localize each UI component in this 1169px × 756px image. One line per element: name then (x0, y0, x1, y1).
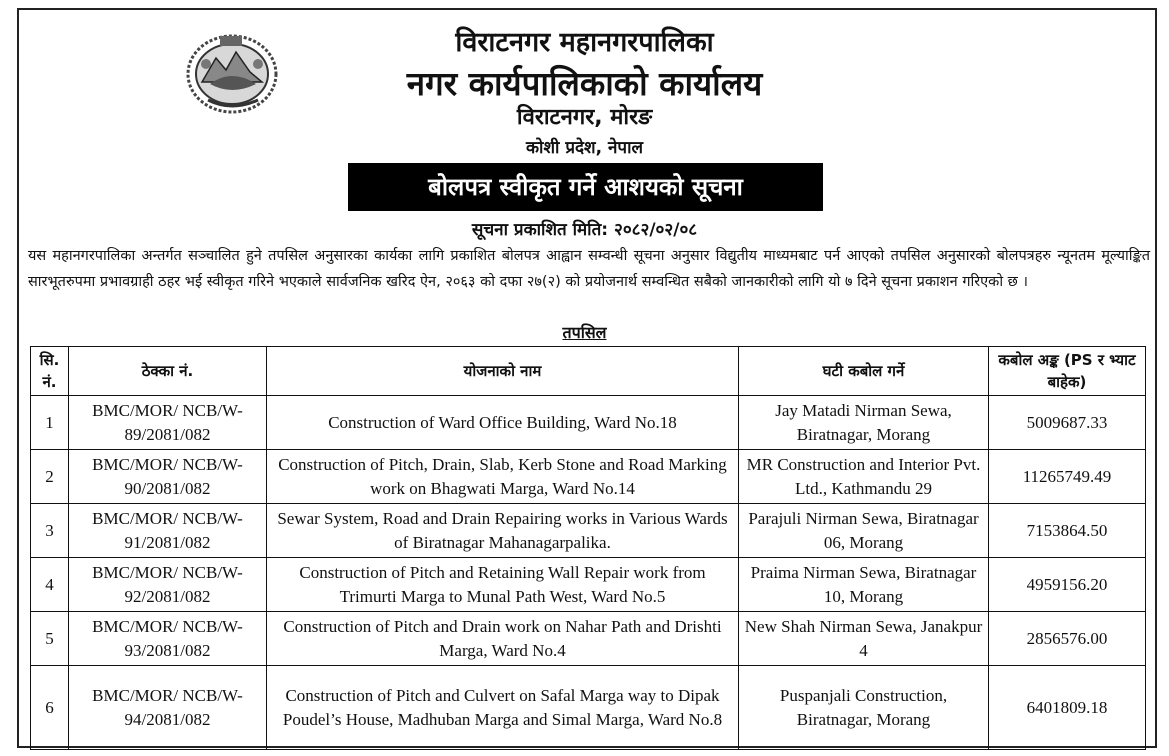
cell-project: Construction of Ward Office Building, Ward No.18 (267, 396, 739, 450)
schedule-heading: तपसिल (562, 323, 607, 342)
cell-sn: 2 (31, 450, 69, 504)
publication-date: सूचना प्रकाशित मिति: २०८२/०२/०८ (471, 220, 698, 240)
cell-project: Construction of Pitch and Drain work on Nahar Path and Drishti Marga, Ward No.4 (267, 612, 739, 666)
col-header-bidder: घटी कबोल गर्ने (739, 347, 989, 396)
cell-bidder: Puspanjali Construction, Biratnagar, Morang (739, 666, 989, 750)
cell-amount: 7153864.50 (989, 504, 1146, 558)
table-header-row (31, 347, 1146, 396)
cell-amount: 4959156.20 (989, 558, 1146, 612)
cell-contract: BMC/MOR/ NCB/W-91/2081/082 (69, 504, 267, 558)
cell-bidder: Praima Nirman Sewa, Biratnagar 10, Morang (739, 558, 989, 612)
cell-contract: BMC/MOR/ NCB/W-93/2081/082 (69, 612, 267, 666)
cell-sn: 6 (31, 666, 69, 750)
cell-bidder: New Shah Nirman Sewa, Janakpur 4 (739, 612, 989, 666)
office-address: विराटनगर, मोरङ (516, 105, 653, 130)
table-row (31, 450, 1146, 504)
cell-sn: 5 (31, 612, 69, 666)
cell-sn: 1 (31, 396, 69, 450)
cell-amount: 2856576.00 (989, 612, 1146, 666)
notice-body: यस महानगरपालिका अन्तर्गत सञ्चालित हुने तपसिल अनुसारका कार्यका लागि प्रकाशित बोलपत्र आह्वान सम्वन्धी सूचना अनुसार विद्युतीय माध्यमबाट पर्न आएको तपसिल अनुसारको बोलपत्रहरु न्यूनतम मूल्याङ्कित सारभूतरुपमा प्रभावग्राही ठहर भई स्वीकृत गरिने भएकाले सार्वजनिक खरिद ऐन, २०६३ को दफा २७(२) को प्रयोजनार्थ सम्वन्धित सबैको जानकारीको लागि यो ७ दिने सूचना प्रकाशन गरिएको छ । (28, 248, 1150, 290)
cell-bidder: MR Construction and Interior Pvt. Ltd., Kathmandu 29 (739, 450, 989, 504)
cell-contract: BMC/MOR/ NCB/W-92/2081/082 (69, 558, 267, 612)
cell-amount: 5009687.33 (989, 396, 1146, 450)
cell-project: Sewar System, Road and Drain Repairing works in Various Wards of Biratnagar Mahanagarpalika. (267, 504, 739, 558)
table-row (31, 558, 1146, 612)
table-row (31, 666, 1146, 750)
cell-contract: BMC/MOR/ NCB/W-94/2081/082 (69, 666, 267, 750)
col-header-contract: ठेक्का नं. (69, 347, 267, 396)
cell-contract: BMC/MOR/ NCB/W-90/2081/082 (69, 450, 267, 504)
municipality-name: विराटनगर महानगरपालिका (455, 27, 714, 58)
cell-bidder: Parajuli Nirman Sewa, Biratnagar 06, Morang (739, 504, 989, 558)
office-name: नगर कार्यपालिकाको कार्यालय (406, 64, 763, 103)
col-header-sn: सि. नं. (31, 347, 69, 396)
cell-project: Construction of Pitch and Culvert on Safal Marga way to Dipak Poudel’s House, Madhuban Marga and Simal Marga, Ward No.8 (267, 666, 739, 750)
notice-title: बोलपत्र स्वीकृत गर्ने आशयको सूचना (348, 163, 823, 211)
cell-contract: BMC/MOR/ NCB/W-89/2081/082 (69, 396, 267, 450)
cell-project: Construction of Pitch and Retaining Wall Repair work from Trimurti Marga to Munal Path West, Ward No.5 (267, 558, 739, 612)
col-header-amount: कबोल अङ्क (PS र भ्याट बाहेक) (989, 347, 1146, 396)
cell-bidder: Jay Matadi Nirman Sewa, Biratnagar, Morang (739, 396, 989, 450)
col-header-project: योजनाको नाम (267, 347, 739, 396)
table-row (31, 612, 1146, 666)
table-row (31, 396, 1146, 450)
cell-project: Construction of Pitch, Drain, Slab, Kerb Stone and Road Marking work on Bhagwati Marga, Ward No.14 (267, 450, 739, 504)
cell-amount: 11265749.49 (989, 450, 1146, 504)
bid-table (30, 346, 1146, 750)
table-row (31, 504, 1146, 558)
cell-sn: 4 (31, 558, 69, 612)
cell-amount: 6401809.18 (989, 666, 1146, 750)
cell-sn: 3 (31, 504, 69, 558)
province-name: कोशी प्रदेश, नेपाल (526, 138, 643, 158)
